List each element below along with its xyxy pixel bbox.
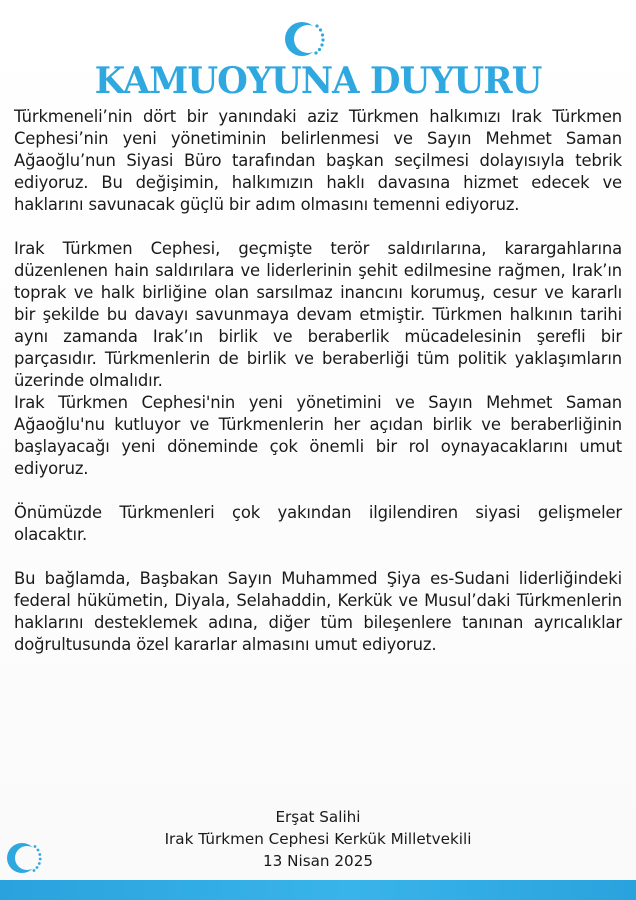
paragraph-history: Irak Türkmen Cephesi, geçmişte terör saldırılarına, karargahlarına düzenlenen hain saldırılara ve liderlerinin şehit edilmesine rağmen, Irak’ın toprak ve halk birliğine olan sarsılmaz inancını korumuş, cesur ve kararlı bir şekilde bu davayı savunmaya devam etmiştir. Türkmen halkının tarihi aynı zamanda Irak’ın birlik ve beraberlik mücadelesinin şerefli bir parçasıdır. Türkmenlerin de birlik ve beraberliği tüm politik yaklaşımların üzerinde olmalıdır. — [14, 239, 622, 390]
signature-date: 13 Nisan 2025 — [262, 852, 374, 870]
page-title: KAMUOYUNA DUYURU — [94, 60, 542, 102]
crescent-stars-icon — [284, 14, 344, 64]
announcement-body — [14, 106, 622, 656]
paragraph-congratulation: Türkmeneli’nin dört bir yanındaki aziz Türkmen halkımızı Irak Türkmen Cephesi’nin yeni yönetiminin belirlenmesi ve Sayın Mehmet Saman Ağaoğlu’nun Siyasi Büro tarafından başkan seçilmesi dolayısıyla tebrik ediyoruz. Bu değişimin, halkımızın haklı davasına hizmet edecek ve haklarını savunacak güçlü bir adım olmasını temenni ediyoruz. — [14, 107, 622, 214]
signature-block — [0, 806, 636, 872]
signature-position: Irak Türkmen Cephesi Kerkük Milletvekili — [164, 830, 472, 848]
footer-bar — [0, 880, 636, 900]
paragraph-request: Bu bağlamda, Başbakan Sayın Muhammed Şiya es-Sudani liderliğindeki federal hükümetin, Diyala, Selahaddin, Kerkük ve Musul’daki Türkmenlerin haklarını desteklemek adına, diğer tüm bileşenlere tanınan ayrıcalıklar doğrultusunda özel kararlar almasını umut ediyoruz. — [14, 569, 622, 654]
crescent-stars-icon — [6, 836, 58, 880]
signature-name: Erşat Salihi — [275, 808, 361, 826]
paragraph-new-leadership: Irak Türkmen Cephesi'nin yeni yönetimini ve Sayın Mehmet Saman Ağaoğlu'nu kutluyor ve Türkmenlerin her açıdan birlik ve beraberliğinin başlayacağı yeni döneminde çok önemli bir rol oynayacaklarını umut ediyoruz. — [14, 393, 622, 478]
paragraph-developments: Önümüzde Türkmenleri çok yakından ilgilendiren siyasi gelişmeler olacaktır. — [14, 503, 622, 544]
